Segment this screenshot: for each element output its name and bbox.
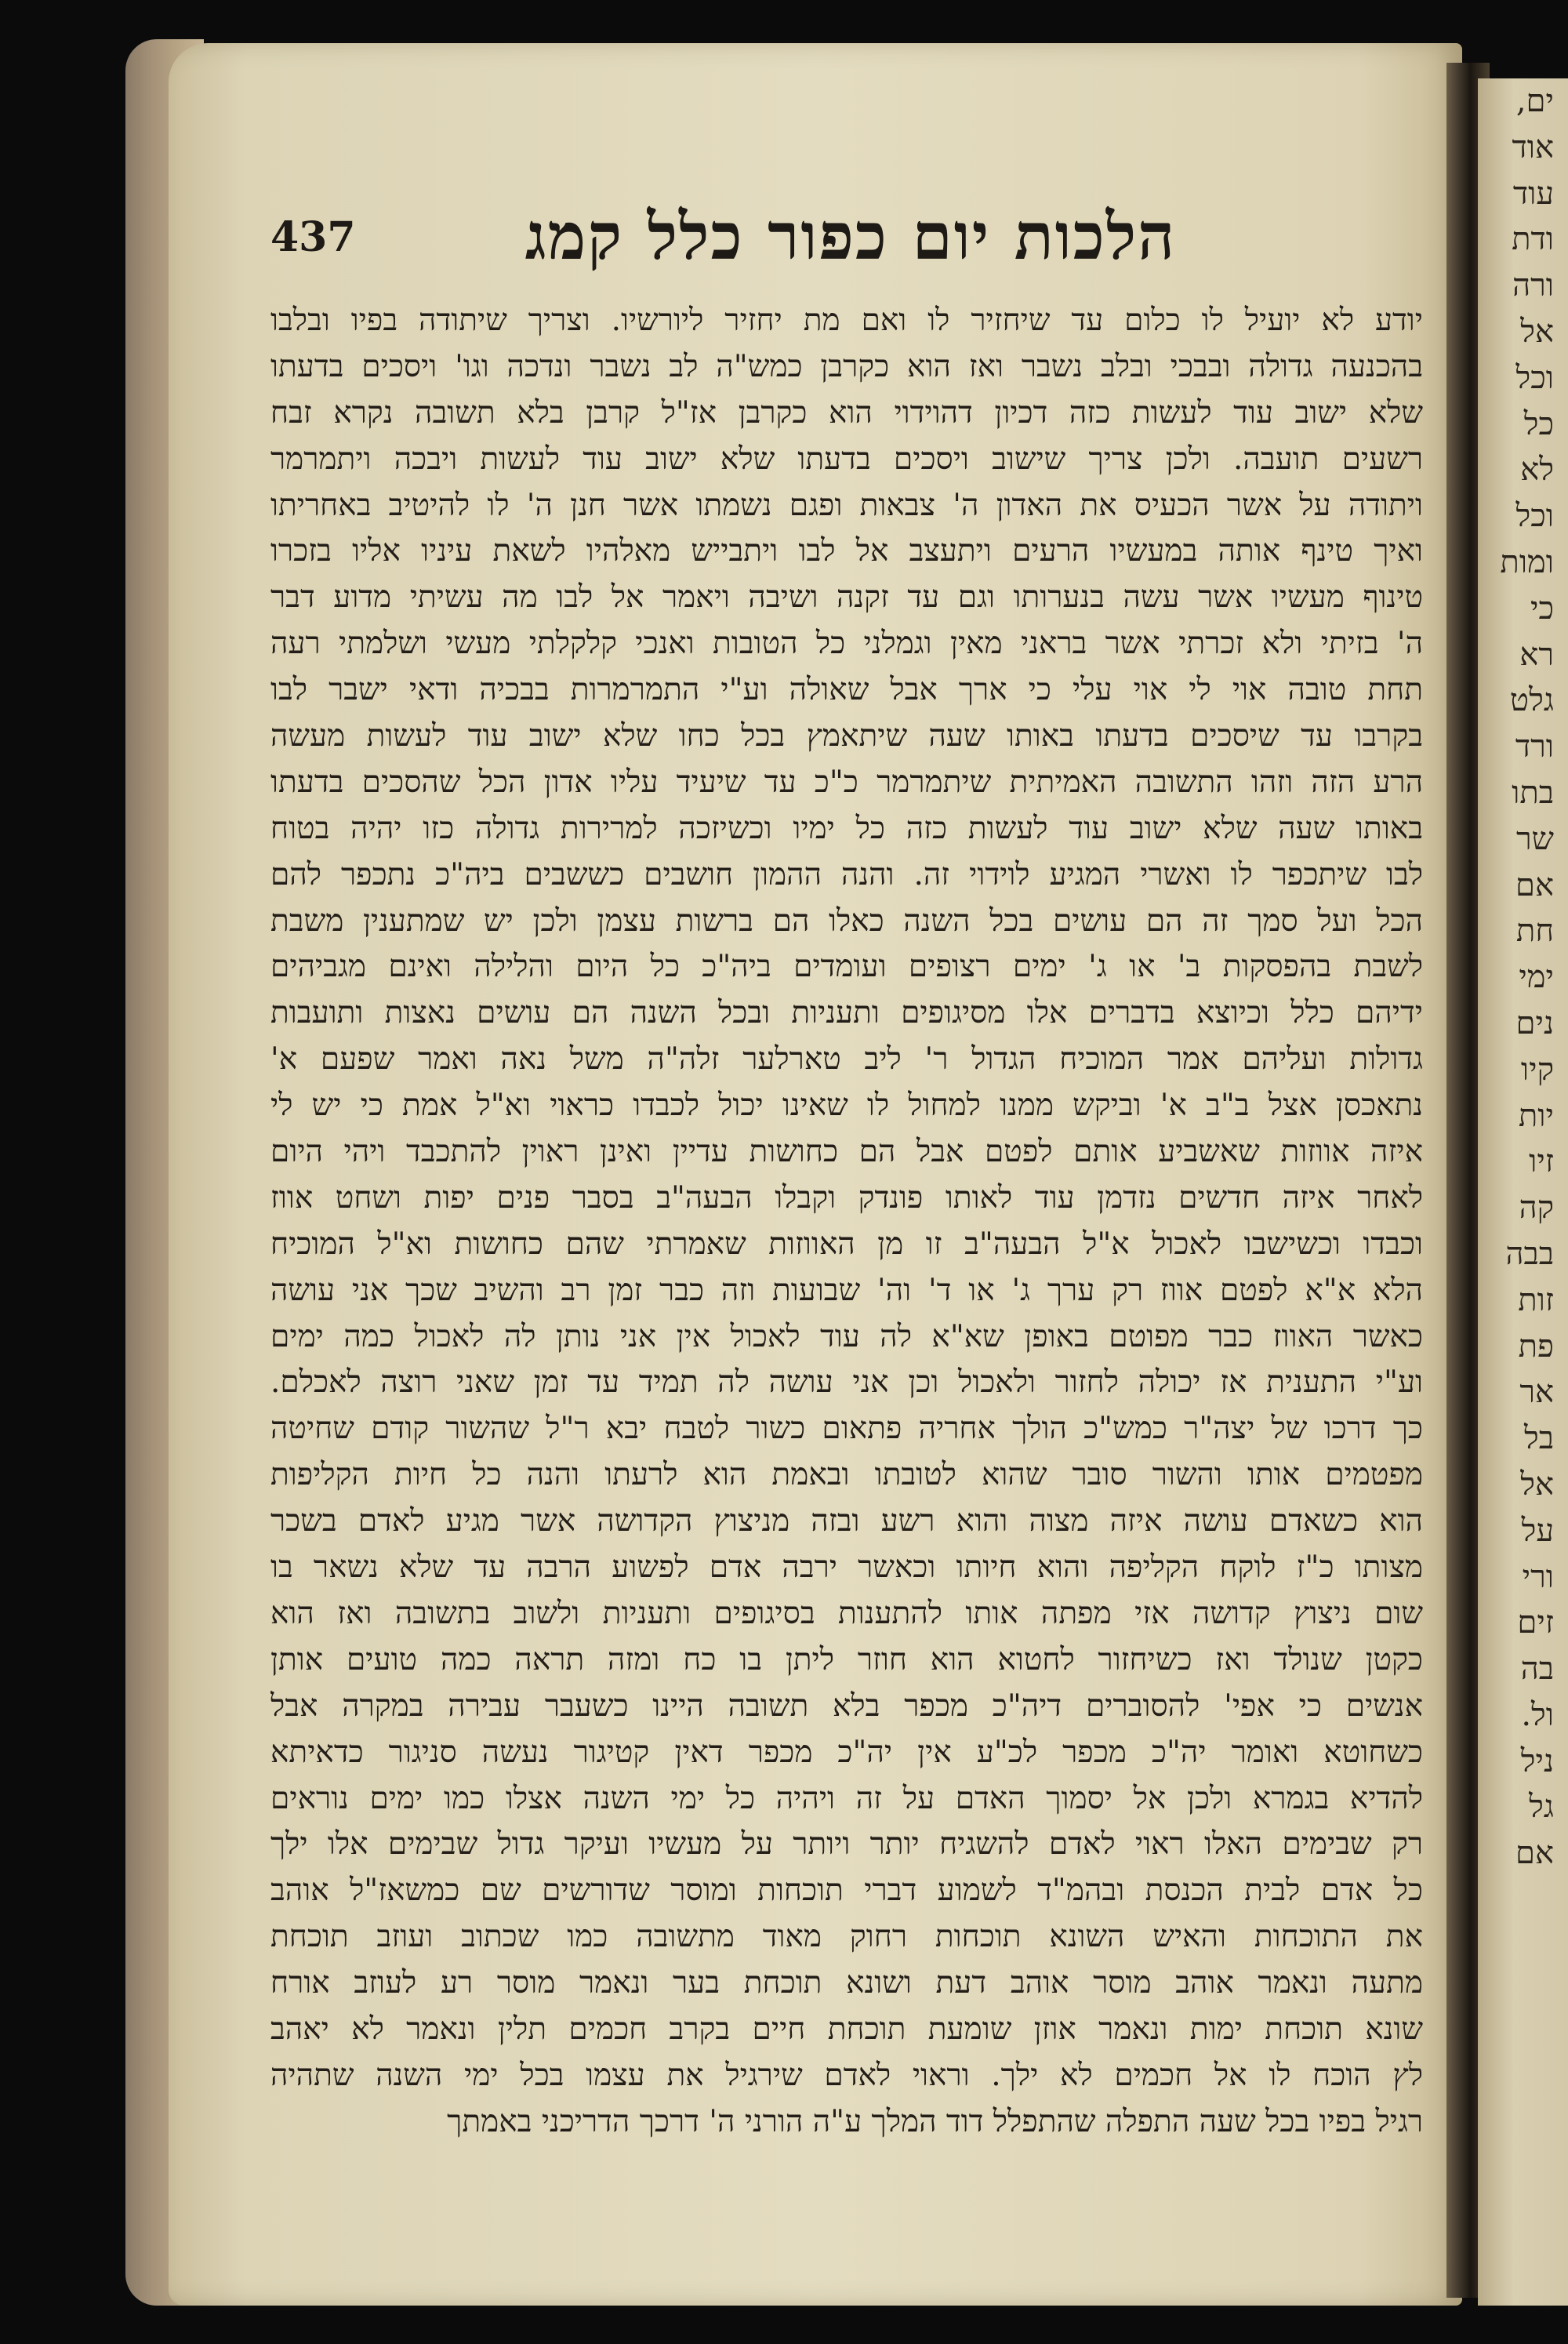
- facing-page-fragment: זיו: [1529, 1143, 1554, 1180]
- text-line: הכל ועל סמך זה הם עושים בכל השנה כאלו הם ברשות עצמן ולכן יש שמתענין משבת: [270, 903, 1423, 939]
- text-line: לץ הוכח לו אל חכמים לא ילך. וראוי לאדם שירגיל את עצמו בכל ימי השנה שתהיה: [270, 2057, 1423, 2093]
- text-line: כל אדם לבית הכנסת ובהמ"ד לשמוע דברי תוכחות ומוסר שדורשים שם כמשאז"ל אוהב: [270, 1873, 1423, 1909]
- facing-page-fragment: בל: [1524, 1420, 1554, 1457]
- facing-page-fragment: גלט: [1509, 682, 1554, 719]
- facing-page-fragment: פת: [1518, 1328, 1554, 1365]
- text-line: נתאכסן אצל ב"ב א' וביקש ממנו למחול לו שאינו יכול לכבדו כראוי וא"ל אמת כי יש לי: [270, 1088, 1423, 1124]
- text-line: גדולות ועליהם אמר המוכיח הגדול ר' ליב טארלער זלה"ה משל נאה ואמר שפעם א': [270, 1041, 1423, 1078]
- text-line: בקרבו עד שיסכים בדעתו באותו שעה שיתאמץ בכל כחו שלא ישוב עוד לעשות מעשה: [270, 718, 1423, 754]
- text-line: מפטמים אותו והשור סובר שהוא לטובתו ובאמת הוא לרעתו והנה כל חיות הקליפות: [270, 1457, 1423, 1493]
- text-line: לשבת בהפסקות ב' או ג' ימים רצופים ועומדים ביה"כ כל היום והלילה ואינם מגביהים: [270, 949, 1423, 985]
- text-line: את התוכחות והאיש השונא תוכחות רחוק מאוד מתשובה כמו שכתוב ועוזב תוכחת: [270, 1919, 1423, 1955]
- facing-page-fragment: ים,: [1515, 83, 1554, 119]
- text-line: תחת טובה אוי לי אוי עלי כי ארך אבל שאולה וע"י התמרמרות בבכיה ודאי ישבר לבו: [270, 672, 1423, 708]
- facing-page-fragment: גל: [1529, 1789, 1554, 1826]
- text-line: רשעים תועבה. ולכן צריך שישוב ויסכים בדעתו שלא ישוב עוד לעשות ויבכה ויתמרמר: [270, 441, 1423, 477]
- facing-page-fragment: רא: [1519, 636, 1554, 673]
- text-line: מתעה ונאמר אוהב מוסר אוהב דעת ושונא תוכחת בער ונאמר מוסר רע לעוזב אורח: [270, 1965, 1423, 2001]
- running-title: הלכות יום כפור כלל קמג: [524, 199, 1177, 274]
- facing-page-fragment: וכל: [1515, 359, 1554, 396]
- body-text: [270, 298, 1423, 2146]
- text-line: שלא ישוב עוד לעשות כזה דכיון דהוידוי הוא כקרבן אז"ל קרבן בלא תשובה נקרא זבח: [270, 394, 1423, 431]
- text-line: לאחר איזה חדשים נזדמן עוד לאותו פונדק וקבלו הבעה"ב בסבר פנים יפות ושחט אווז: [270, 1179, 1423, 1216]
- facing-page-fragment: בתו: [1512, 774, 1554, 811]
- facing-page-fragment: נים: [1515, 1005, 1554, 1041]
- text-line: רגיל בפיו בכל שעה התפלה שהתפלל דוד המלך ע"ה הורני ה' דרכך הדריכני באמתך: [447, 2103, 1423, 2139]
- page-number: 437: [270, 213, 356, 261]
- facing-page-fragment: ורי: [1522, 1558, 1554, 1595]
- text-line: שום ניצוץ קדושה אזי מפתה אותו להתענות בסיגופים ותעניות ולשוב בתשובה ואז הוא: [270, 1595, 1423, 1631]
- text-line: שונא תוכחת ימות ונאמר אוזן שומעת תוכחת חיים בקרב חכמים תלין ונאמר לא יאהב: [270, 2011, 1423, 2047]
- facing-page-fragment: ורה: [1512, 267, 1554, 304]
- facing-page-fragment: יות: [1518, 1097, 1554, 1134]
- facing-page-fragment: כי: [1530, 590, 1554, 627]
- text-line: רק שבימים האלו ראוי לאדם להשגיח יותר ויותר על מעשיו ועיקר גדול שבימים אלו ילך: [270, 1826, 1423, 1862]
- facing-page-fragment: אוד: [1512, 129, 1554, 165]
- text-line: וכבדו וכשישבו לאכול א"ל הבעה"ב זו מן האווזות שאמרתי שהם כחושות וא"ל המוכיח: [270, 1226, 1423, 1262]
- facing-page-fragment: חת: [1515, 913, 1554, 950]
- facing-page-fragment: זות: [1518, 1281, 1554, 1318]
- text-line: מצותו כ"ז לוקח הקליפה והוא חיותו וכאשר ירבה אדם לפשוע הרבה עד שלא נשאר בו: [270, 1550, 1423, 1586]
- text-line: ויתודה על אשר הכעיס את האדון ה' צבאות ופגם נשמתו אשר חנן ה' לו להיטיב באחריתו: [270, 487, 1423, 523]
- facing-page-strip: [1478, 78, 1568, 2306]
- facing-page-fragment: אם: [1515, 1835, 1554, 1872]
- page-header: [270, 200, 1431, 274]
- text-line: הלא א"א לפטם אווז רק ערך ג' או ד' וה' שבועות וזה כבר זמן רב והשיב שכך אני עושה: [270, 1272, 1423, 1308]
- facing-page-fragment: בבה: [1505, 1235, 1554, 1272]
- text-line: ואיך טינף אותה במעשיו הרעים ויתעצב אל לבו ויתבייש מאלהיו לשאת עיניו אליו בזכרו: [270, 533, 1423, 569]
- text-line: להדיא בגמרא ולכן אל יסמוך האדם על זה ויהיה כל ימי השנה אצלו כמו ימים נוראים: [270, 1780, 1423, 1816]
- facing-page-fragment: ימי: [1519, 959, 1554, 996]
- facing-page-fragment: אל: [1520, 1466, 1554, 1503]
- facing-page-fragment: בה: [1520, 1651, 1554, 1688]
- facing-page-fragment: וכל: [1515, 498, 1554, 535]
- facing-page-fragment: אר: [1519, 1374, 1554, 1411]
- text-line: ידיהם כלל וכיוצא בדברים אלו מסיגופים ותעניות ובכל השנה הם עושים נאצות ותועבות: [270, 995, 1423, 1031]
- text-line: אנשים כי אפי' להסוברים דיה"כ מכפר בלא תשובה היינו כשעבר עבירה במקרה אבל: [270, 1688, 1423, 1724]
- text-line: כקטן שנולד ואז כשיחזור לחטוא הוא חוזר ליתן בו כח ומזה תראה כמה טועים אותן: [270, 1641, 1423, 1677]
- text-line: לבו שיתכפר לו ואשרי המגיע לוידוי זה. והנה ההמון חושבים כששבים ביה"כ נתכפר להם: [270, 856, 1423, 892]
- facing-page-fragment: קה: [1519, 1190, 1554, 1227]
- facing-page-fragment: ול.: [1521, 1696, 1554, 1733]
- facing-page-fragment: אם: [1515, 867, 1554, 903]
- facing-page-fragment: זים: [1517, 1604, 1554, 1641]
- facing-page-fragment: ורד: [1515, 729, 1554, 765]
- text-line: הרע הזה וזהו התשובה האמיתית שיתמרמר כ"כ עד שיעיד עליו אדון הכל שהסכים בדעתו: [270, 764, 1423, 800]
- text-line: באותו שעה שלא ישוב עוד לעשות כזה כל ימיו וכשיזכה למרירות גדולה כזו יהיה בטוח: [270, 810, 1423, 846]
- facing-page-fragment: עוד: [1512, 175, 1554, 212]
- text-line: טינוף מעשיו אשר עשה בנערותו וגם עד זקנה ושיבה ויאמר אל לבו מה עשיתי מדוע דבר: [270, 580, 1423, 616]
- facing-page-fragment: אל: [1520, 313, 1554, 350]
- facing-page-fragment: על: [1521, 1512, 1554, 1549]
- text-line: וע"י התענית אז יכולה לחזור ולאכול וכן אני עושה לה תמיד עד זמן שאני רוצה לאכלם.: [270, 1365, 1423, 1401]
- text-line: הוא כשאדם עושה איזה מצוה והוא רשע ובזה מניצוץ הקדושה אשר מגיע לאדם בשכר: [270, 1503, 1423, 1539]
- text-line: איזה אווזות שאשביע אותם לפטם אבל הם כחושות עדיין ואינן ראוין להתכבד ויהי היום: [270, 1134, 1423, 1170]
- facing-page-fragment: ודת: [1512, 221, 1554, 258]
- text-line: כאשר האווז כבר מפוטם באופן שא"א לה עוד לאכול אין אני נותן לה לאכול כמה ימים: [270, 1318, 1423, 1354]
- text-line: כך דרכו של יצה"ר כמש"כ הולך אחריה פתאום כשור לטבח יבא ר"ל שהשור קודם שחיטה: [270, 1411, 1423, 1447]
- facing-page-fragment: כל: [1523, 405, 1554, 442]
- facing-page-fragment: קיו: [1520, 1051, 1554, 1088]
- facing-page-fragment: לא: [1520, 452, 1554, 489]
- facing-page-fragment: ומות: [1500, 543, 1554, 580]
- text-line: ה' בזיתי ולא זכרתי אשר בראני מאין וגמלני כל הטובות ואנכי קלקלתי מעשי ושלמתי רעה: [270, 626, 1423, 662]
- facing-page-fragment: ניל: [1520, 1743, 1554, 1779]
- text-line: בהכנעה גדולה ובבכי ובלב נשבר ואז הוא כקרבן כמש"ה לב נשבר ונדכה וגו' ויסכים בדעתו: [270, 348, 1423, 384]
- facing-page-fragment: שר: [1516, 820, 1554, 857]
- text-line: יודע לא יועיל לו כלום עד שיחזיר לו ואם מת יחזיר ליורשיו. וצריך שיתודה בפיו ובלבו: [270, 303, 1423, 338]
- text-line: כשחוטא ואומר יה"כ מכפר לכ"ע אין יה"כ מכפר דאין קטיגור נעשה סניגור כדאיתא: [270, 1734, 1423, 1770]
